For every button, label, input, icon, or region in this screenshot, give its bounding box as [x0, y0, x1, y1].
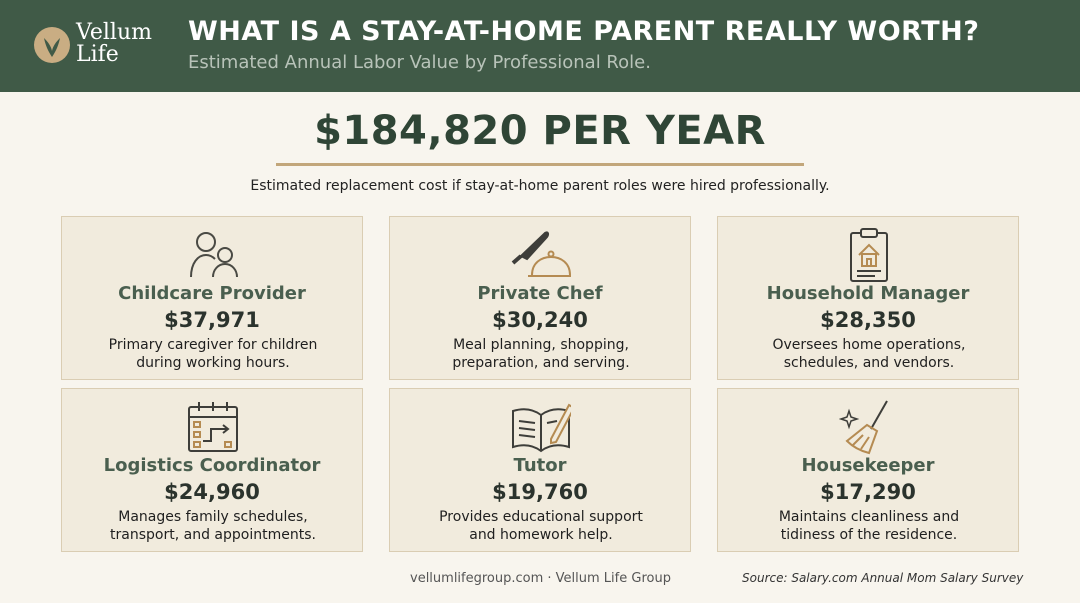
role-card-childcare-provider: [61, 216, 363, 380]
role-description-line-1: Meal planning, shopping,: [453, 337, 629, 353]
footer-website-link[interactable]: vellumlifegroup.com · Vellum Life Group: [410, 571, 671, 586]
role-description-line-2: transport, and appointments.: [110, 527, 316, 543]
role-description: [72, 336, 354, 372]
role-description-line-2: and homework help.: [469, 527, 613, 543]
role-title: Household Manager: [766, 283, 970, 304]
role-description: [400, 336, 682, 372]
role-salary: $24,960: [164, 480, 260, 504]
role-title: Childcare Provider: [118, 283, 306, 304]
role-description-line-1: Manages family schedules,: [118, 509, 308, 525]
role-description-line-2: schedules, and vendors.: [783, 355, 955, 371]
role-description: [72, 508, 354, 544]
role-card-housekeeper: [717, 388, 1019, 552]
clipboard-house-icon: [839, 225, 899, 285]
broom-sparkle-icon: [839, 397, 899, 457]
role-salary: $19,760: [492, 480, 588, 504]
total-description: Estimated replacement cost if stay-at-home parent roles were hired professionally.: [250, 178, 830, 194]
role-description-line-1: Maintains cleanliness and: [778, 509, 960, 525]
role-card-private-chef: [389, 216, 691, 380]
logo-wordmark: [76, 22, 152, 66]
brand-logo[interactable]: [34, 22, 184, 74]
logo-line-2: Life: [76, 42, 119, 67]
role-card-logistics-coordinator: [61, 388, 363, 552]
footer-source-note: Source: Salary.com Annual Mom Salary Survey: [742, 571, 1024, 585]
headline-divider: [276, 163, 804, 166]
people-icon: [183, 225, 243, 285]
header-banner: [0, 0, 1080, 92]
role-description-line-1: Primary caregiver for children: [108, 337, 318, 353]
role-description: [400, 508, 682, 544]
role-title: Private Chef: [477, 283, 603, 304]
open-book-pencil-icon: [511, 397, 571, 457]
page-title: WHAT IS A STAY-AT-HOME PARENT REALLY WORTH?: [188, 16, 980, 47]
role-salary: $28,350: [820, 308, 916, 332]
role-description: [728, 336, 1010, 372]
role-card-tutor: [389, 388, 691, 552]
role-description-line-2: preparation, and serving.: [452, 355, 630, 371]
page-subtitle: Estimated Annual Labor Value by Professional Role.: [188, 52, 651, 73]
role-salary: $30,240: [492, 308, 588, 332]
chef-knife-cloche-icon: [511, 225, 571, 285]
role-card-household-manager: [717, 216, 1019, 380]
role-description-line-1: Oversees home operations,: [772, 337, 966, 353]
role-title: Logistics Coordinator: [103, 455, 321, 476]
leaf-logo-icon: [34, 24, 70, 66]
total-value-headline: $184,820 PER YEAR: [314, 108, 766, 154]
role-description-line-2: during working hours.: [136, 355, 290, 371]
role-description: [728, 508, 1010, 544]
role-title: Tutor: [513, 455, 567, 476]
calendar-route-icon: [183, 397, 243, 457]
role-description-line-2: tidiness of the residence.: [780, 527, 958, 543]
role-description-line-1: Provides educational support: [439, 509, 643, 525]
role-salary: $17,290: [820, 480, 916, 504]
logo-line-1: Vellum: [76, 20, 152, 45]
role-title: Housekeeper: [801, 455, 935, 476]
role-salary: $37,971: [164, 308, 260, 332]
